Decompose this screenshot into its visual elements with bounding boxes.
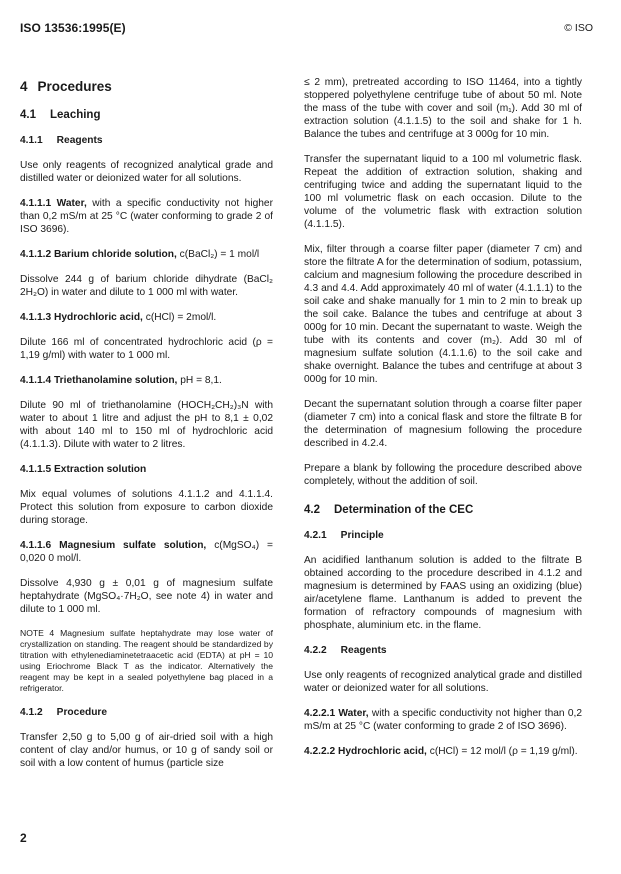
paragraph-4112-title: 4.1.1.2 Barium chloride solution, c(BaCl₂) = 1 mol/l <box>20 249 260 260</box>
heading-principle-421: 4.2.1 Principle <box>304 530 384 541</box>
heading-reagents-422: 4.2.2 Reagents <box>304 645 387 656</box>
note-4: NOTE 4 Magnesium sulfate heptahydrate may lose water of crystallization on standing. The reagent should be standardized by titration with ethylenediaminetetraacetic acid (EDTA) at pH = 10 using Eriochrome Black T as the indicator. Alternatively the reagent may be kept in a sealed polyethylene bag placed in a refrigerator. <box>20 628 273 693</box>
paragraph-421: An acidified lanthanum solution is added to the filtrate B obtained according to the procedure described in 4.1.2 and magnesium is determined by FAAS using an oxidizing (blue) air/acetylene flame. Lanthanum is added to prevent the formation of refractory compounds of magnesium with phosphate, aluminium etc. in the flame. <box>304 555 582 631</box>
page-number: 2 <box>20 831 27 845</box>
paragraph-r1: ≤ 2 mm), pretreated according to ISO 11464, into a tightly stoppered polyethylene centrifuge tube of about 50 ml. Note the mass of the tube with cover and soil (m₁). Add 30 ml of extraction solution (4.1.1.5) to the soil and shake for 1 h. Balance the tubes and centrifuge at 3 000g for 10 min. <box>304 77 582 140</box>
paragraph-r5: Prepare a blank by following the procedure described above completely, without the addition of soil. <box>304 463 582 487</box>
left-column <box>20 72 273 782</box>
paragraph-r2: Transfer the supernatant liquid to a 100 ml volumetric flask. Repeat the addition of extraction solution, shaking and centrifuging twice and adding the supernatant liquid to the 100 ml volumetric flask on each occasion. Dilute to the volume of the volumetric flask with extraction solution (4.1.1.5). <box>304 154 582 230</box>
section-heading-procedures: 4 Procedures <box>20 79 112 94</box>
paragraph-412: Transfer 2,50 g to 5,00 g of air-dried soil with a high content of clay and/or humus, or 10 g of sandy soil or soil with a low content of humus (particle size <box>20 732 273 769</box>
paragraph-4115-title: 4.1.1.5 Extraction solution <box>20 464 147 475</box>
paragraph-4221: 4.2.2.1 Water, with a specific conductivity not higher than 0,2 mS/m at 25 °C (water conforming to grade 2 of ISO 3696). <box>304 708 582 732</box>
paragraph-4114-body: Dilute 90 ml of triethanolamine (HOCH₂CH₂)₃N with water to about 1 litre and adjust the pH to 8,1 ± 0,02 with about 140 ml to 150 ml of hydrochloric acid (4.1.1.3). Dilute with water to 2 litres. <box>20 400 273 450</box>
right-column <box>304 76 582 770</box>
document-standard-id: ISO 13536:1995(E) <box>20 21 126 35</box>
heading-procedure-412: 4.1.2 Procedure <box>20 707 108 718</box>
paragraph-4111: 4.1.1.1 Water, with a specific conductivity not higher than 0,2 mS/m at 25 °C (water conforming to grade 2 of ISO 3696). <box>20 198 273 235</box>
paragraph-411: Use only reagents of recognized analytical grade and distilled water or deionized water for all solutions. <box>20 160 273 184</box>
paragraph-r4: Decant the supernatant solution through a coarse filter paper (diameter 7 cm) into a conical flask and store the filtrate B for the determination of magnesium following the procedure described in 4.2.4. <box>304 399 582 449</box>
paragraph-4116-title: 4.1.1.6 Magnesium sulfate solution, c(MgSO₄) = 0,020 0 mol/l. <box>20 540 273 564</box>
paragraph-422: Use only reagents of recognized analytical grade and distilled water or deionized water for all solutions. <box>304 670 582 694</box>
paragraph-4112-body: Dissolve 244 g of barium chloride dihydrate (BaCl₂ 2H₂O) in water and dilute to 1 000 ml with water. <box>20 274 273 298</box>
paragraph-r3: Mix, filter through a coarse filter paper (diameter 7 cm) and store the filtrate A for the determination of sodium, potassium, calcium and magnesium following the procedure described in 4.3 and 4.4. Add approximately 40 ml of water (4.1.1.1) to the soil cake and shake manually for 1 min to 2 min to break up the soil cake. Balance the tubes and centrifuge at about 3 000g for 10 min. Decant the supernatant to waste. Weigh the tube with its contents and cover (m₂). Add 30 ml of magnesium sulfate solution (4.1.1.6) to the soil cake and shake overnight. Balance the tubes and centrifuge at about 3 000g for 10 min. <box>304 244 582 385</box>
heading-leaching: 4.1 Leaching <box>20 109 101 121</box>
paragraph-4116-body: Dissolve 4,930 g ± 0,01 g of magnesium sulfate heptahydrate (MgSO₄·7H₂O, see note 4) in water and dilute to 1 000 ml. <box>20 578 273 615</box>
heading-determination-cec: 4.2 Determination of the CEC <box>304 504 474 516</box>
paragraph-4114-title: 4.1.1.4 Triethanolamine solution, pH = 8,1. <box>20 375 222 386</box>
paragraph-4113-title: 4.1.1.3 Hydrochloric acid, c(HCl) = 2mol/l. <box>20 312 217 323</box>
heading-reagents-411: 4.1.1 Reagents <box>20 135 103 146</box>
paragraph-4222: 4.2.2.2 Hydrochloric acid, c(HCl) = 12 mol/l (ρ = 1,19 g/ml). <box>304 746 578 757</box>
paragraph-4113-body: Dilute 166 ml of concentrated hydrochloric acid (ρ = 1,19 g/ml) with water to 1 000 ml. <box>20 337 273 361</box>
copyright-mark: © ISO <box>564 22 593 34</box>
paragraph-4115-body: Mix equal volumes of solutions 4.1.1.2 and 4.1.1.4. Protect this solution from exposure to carbon dioxide during storage. <box>20 489 273 526</box>
